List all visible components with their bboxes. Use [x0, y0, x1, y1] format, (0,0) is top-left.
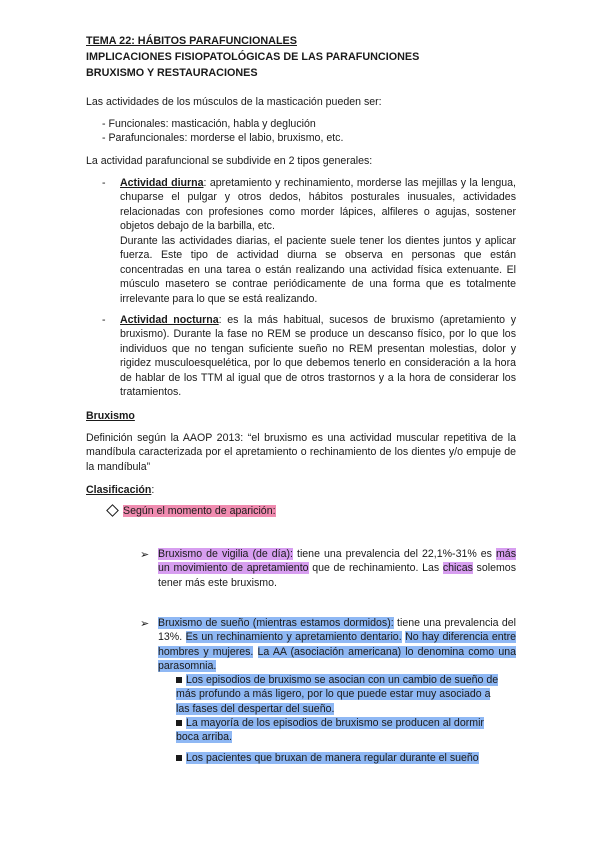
clasificacion-text: Clasificación	[86, 484, 152, 496]
list-item: - Funcionales: masticación, habla y deglución	[102, 118, 316, 130]
momento-item	[106, 504, 276, 518]
square-bullet-icon	[176, 720, 182, 726]
intro-text: Las actividades de los músculos de la masticación pueden ser:	[86, 96, 382, 108]
doc-title: TEMA 22: HÁBITOS PARAFUNCIONALES	[86, 35, 297, 47]
doc-subtitle: IMPLICACIONES FISIOPATOLÓGICAS DE LAS PARAFUNCIONES	[86, 51, 420, 63]
nocturna-paragraph	[120, 313, 516, 399]
list-item	[176, 673, 506, 716]
list-item: - Parafuncionales: morderse el labio, bruxismo, etc.	[102, 132, 344, 144]
sueno-highlight-3: La AA (asociación americana) lo denomina como una parasomnia.	[158, 645, 516, 673]
vigilia-highlight-2: chicas	[442, 562, 473, 575]
vigilia-text-2: que de rechinamiento. Las	[308, 562, 443, 575]
list-item-text: La mayoría de los episodios de bruxismo se producen al dormir boca arriba.	[176, 717, 484, 744]
vigilia-text-3: solemos tener más este bruxismo.	[158, 562, 516, 589]
clasificacion-colon: :	[151, 484, 155, 496]
subdivide-text: La actividad parafuncional se subdivide en 2 tipos generales:	[86, 155, 373, 167]
list-item-text: Los pacientes que bruxan de manera regular durante el sueño	[186, 752, 479, 764]
diurna-paragraph-2: Durante las actividades diarias, el paciente suele tener los dientes juntos y aplicar fuerza. Este tipo de actividad diurna se observa en personas que están concentradas en una tarea o están realizando una actividad física extenuante. El músculo masetero se contrae periódicamente de una forma que es totalmente irrelevante para lo que se está realizando.	[120, 235, 516, 305]
nocturna-text: : es la más habitual, sucesos de bruxismo (apretamiento y bruxismo). Durante la fase no REM se produce un descanso físico, por lo que los individuos que no tengan suficiente sueño no REM presentan molestias, dolor y rigidez musculoesquelética, por lo que debemos tenerlo en consideración a la hora de hablar de los TTM al igual que de otros trastornos y a la hora de considerar los tratamientos.	[120, 314, 516, 399]
vigilia-term: Bruxismo de vigilia (de día):	[158, 548, 293, 560]
sueno-highlight-2: No hay diferencia entre hombres y mujeres.	[158, 631, 517, 658]
sueno-term: Bruxismo de sueño (mientras estamos dormidos):	[158, 617, 394, 629]
square-bullet-icon	[176, 677, 182, 683]
vigilia-paragraph	[158, 547, 516, 590]
sueno-space-2	[253, 646, 257, 658]
sueno-text: tiene una prevalencia del 13%.	[158, 617, 516, 644]
list-item	[176, 751, 479, 765]
diamond-bullet-icon	[106, 504, 119, 517]
sueno-highlight: Es un rechinamiento y apretamiento dentario.	[185, 631, 402, 644]
clasificacion-label	[86, 483, 154, 497]
arrow-bullet-icon: ➢	[140, 618, 150, 630]
square-bullet-icon	[176, 755, 182, 761]
diurna-text: : apretamiento y rechinamiento, morderse las mejillas y la lengua, chuparse el pulgar y otros dedos, hábitos posturales inusuales, actividades relacionadas con profesiones como morder lápices, alfileres o agujas, sostener objetos debajo de la barbilla, etc.	[120, 177, 516, 233]
dash-bullet: -	[102, 177, 106, 189]
list-item-text: Los episodios de bruxismo se asocian con un cambio de sueño de más profundo a más ligero, por lo que puede estar muy asociado a las fases del despertar del sueño.	[176, 674, 499, 715]
list-item	[176, 716, 506, 745]
bruxismo-heading: Bruxismo	[86, 410, 135, 422]
diurna-term: Actividad diurna	[120, 177, 204, 189]
dash-bullet: -	[102, 314, 106, 326]
sueno-paragraph	[158, 616, 516, 674]
definition-text: Definición según la AAOP 2013: “el bruxismo es una actividad muscular repetitiva de la mandíbula caracterizada por el apretamiento o rechinamiento de los dientes y/o empuje de la mandíbula”	[86, 432, 516, 473]
vigilia-highlight: más un movimiento de apretamiento	[158, 548, 516, 575]
momento-text: Según el momento de aparición:	[123, 505, 276, 517]
nocturna-term: Actividad nocturna	[120, 314, 219, 326]
vigilia-text: tiene una prevalencia del 22,1%-31% es	[292, 548, 496, 560]
doc-subtitle-2: BRUXISMO Y RESTAURACIONES	[86, 67, 258, 79]
arrow-bullet-icon: ➢	[140, 549, 150, 561]
diurna-paragraph	[120, 176, 516, 234]
